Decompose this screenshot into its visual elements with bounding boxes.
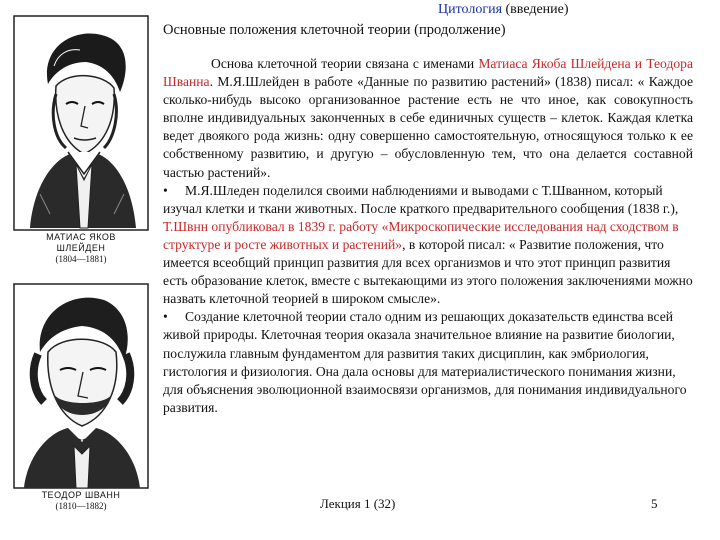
para1-quote: . М.Я.Шлейден в работе «Данные по развитию растений» (1838) писал: « Каждое сколько-нибудь высоко организованное растение есть не что иное, как совокупность вполне индивидуальных законченных в себе единичных существ – клеток. Каждая клетка ведет двоякого рода жизнь: одну совершенно самостоятельную, относящуюся только к ее собственному развитию, и другую – обусловленную тем, что она делается составной частью растений».	[163, 74, 693, 180]
paragraph-significance	[163, 308, 693, 417]
para2-intro: М.Я.Шледен поделился своими наблюдениями и выводами с Т.Шванном, который изучал клетки и ткани животных. После краткого предварительного сообщения (1838 г.),	[163, 182, 679, 216]
portrait-schleiden-name	[10, 232, 152, 254]
paragraph-schwann	[163, 182, 693, 309]
portrait-schwann	[10, 282, 152, 512]
portrait-schwann-name: ТЕОДОР ШВАНН	[41, 490, 121, 500]
para1-intro: Основа клеточной теории связана с именами	[211, 56, 479, 71]
bullet-marker: •	[163, 182, 168, 198]
para3-text: Создание клеточной теории стало одним из решающих доказательств единства всей живой природы. Клеточная теория оказала значительное влияние на развитие биологии, послужила главным фундаментом для развития таких дисциплин, как эмбриология, гистология и физиология. Она дала основы для материалистического понимания жизни, для объяснения эволюционной взаимосвязи организмов, для понимания индивидуального развития.	[163, 309, 687, 415]
highlight-schwann-publication: Т.Швнн опубликовал в 1839 г. работу «Микроскопические исследования над сходством в структуре и росте животных и растений»	[163, 218, 679, 252]
header-title-suffix: (введение)	[502, 2, 569, 17]
highlight-scientist-names: Матиаса Якоба Шлейдена и Теодора Шванна	[163, 56, 693, 90]
para2-quote: , в которой писал: « Развитие положения, что имеется всеобщий принцип развития для всех организмов и что этот принцип развития есть образование клеток, вместе с вытекающими из этого положения заключениями можно назвать клеточной теорией в широком смысле».	[163, 236, 693, 307]
portrait-schwann-years: (1810—1882)	[55, 501, 107, 511]
body-text	[163, 55, 693, 417]
footer-page-number: 5	[651, 496, 658, 511]
portrait-schleiden-engraving	[10, 14, 152, 232]
portrait-schleiden-name-line1: МАТИАС ЯКОВ	[46, 232, 116, 242]
page-header-title	[438, 2, 569, 18]
bullet-marker: •	[163, 309, 168, 325]
slide-subtitle: Основные положения клеточной теории (продолжение)	[163, 22, 506, 38]
portrait-schleiden-name-line2: ШЛЕЙДЕН	[56, 243, 106, 253]
portrait-schwann-engraving	[10, 282, 152, 490]
footer-lecture-label: Лекция 1 (32)	[320, 496, 396, 511]
paragraph-schleiden	[163, 55, 693, 182]
portrait-schleiden	[10, 14, 152, 265]
header-title-main: Цитология	[438, 2, 503, 17]
portrait-schleiden-years: (1804—1881)	[55, 254, 107, 264]
